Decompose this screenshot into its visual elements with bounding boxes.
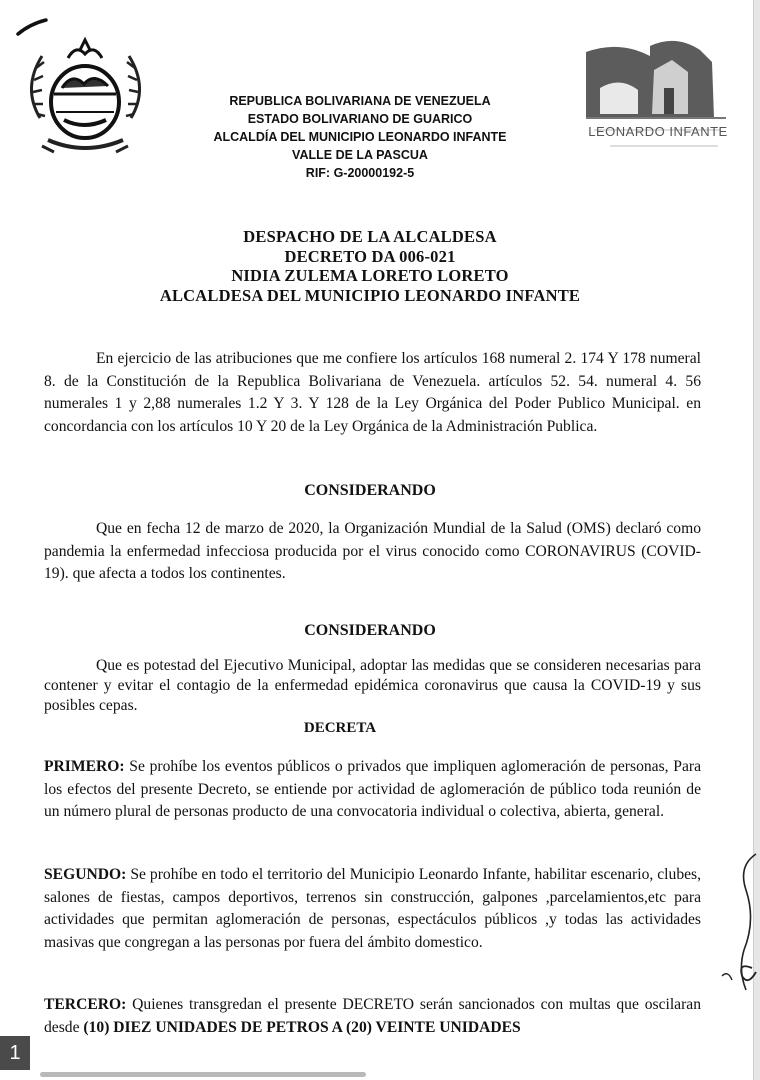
considerando-heading: CONSIDERANDO [304, 482, 436, 499]
municipal-logo [580, 36, 730, 156]
letterhead-line: RIF: G-20000192-5 [305, 166, 415, 180]
letterhead-line: REPUBLICA BOLIVARIANA DE VENEZUELA [229, 94, 491, 108]
decreta-heading: DECRETA [303, 720, 377, 736]
article-bold-text: (10) DIEZ UNIDADES DE PETROS A (20) VEINTE UNIDADES [83, 1018, 521, 1036]
considerando-paragraph [44, 518, 701, 586]
article-label: SEGUNDO: [44, 866, 127, 883]
intro-text: En ejercicio de las atribuciones que me confiere los artículos 168 numeral 2. 174 Y 178 numeral 8. de la Constitución de la Republica Bolivariana de Venezuela. artículos 52. 54. numeral 4. 56 numerales 1 y 2,88 numerales 1.2 Y 3. Y 128 de la Ley Orgánica del Poder Publico Municipal. en concordancia con los artículos 10 Y 20 de la Ley Orgánica de la Administración Publica. [44, 350, 701, 436]
letterhead-line: ALCALDÍA DEL MUNICIPIO LEONARDO INFANTE [213, 130, 507, 144]
title-line: DESPACHO DE LA ALCALDESA [243, 227, 497, 246]
article-tercero [44, 994, 701, 1039]
coat-of-arms-icon [18, 28, 153, 158]
article-segundo [44, 864, 701, 955]
horizontal-scrollbar[interactable] [40, 1072, 366, 1077]
considerando-paragraph [44, 656, 701, 716]
intro-paragraph [44, 348, 701, 439]
title-line: DECRETO DA 006-021 [284, 246, 456, 266]
article-primero [44, 756, 701, 824]
title-line: NIDIA ZULEMA LORETO LORETO [231, 266, 509, 285]
article-text: Se prohíbe en todo el territorio del Municipio Leonardo Infante, habilitar escenario, clubes, salones de fiestas, campos deportivos, terrenos sin construcción, galpones ,parcelamientos,etc para actividades que permitan aglomeración de personas, espectáculos públicos ,y todas las actividades masivas que congregan a las personas por fuera del ámbito domestico. [44, 866, 701, 952]
title-line: ALCALDESA DEL MUNICIPIO LEONARDO INFANTE [159, 285, 581, 305]
page-number-badge: 1 [0, 1036, 30, 1070]
article-label: PRIMERO: [44, 758, 125, 775]
article-label: TERCERO: [44, 996, 127, 1013]
letterhead-line: ESTADO BOLIVARIANO DE GUARICO [247, 112, 473, 126]
signature-mark [716, 850, 760, 1030]
considerando-text: Que en fecha 12 de marzo de 2020, la Organización Mundial de la Salud (OMS) declaró como pandemia la enfermedad infecciosa producida por el virus conocido como CORONAVIRUS (COVID-19). que afecta a todos los continentes. [44, 520, 701, 583]
article-text: Se prohíbe los eventos públicos o privados que impliquen aglomeración de personas, Para los efectos del presente Decreto, se entiende por actividad de aglomeración de público toda reunión de un número plural de personas producto de una convocatoria individual o colectiva, abierta, general. [44, 758, 701, 821]
considerando-text: Que es potestad del Ejecutivo Municipal, adoptar las medidas que se consideren necesarias para contener y evitar el contagio de la enfermedad epidémica coronavirus que causa la COVID-19 y sus posibles cepas. [44, 657, 701, 714]
letterhead-line: VALLE DE LA PASCUA [292, 148, 428, 162]
logo-text: LEONARDO INFANTE [588, 124, 728, 139]
letterhead [170, 92, 550, 182]
considerando-heading: CONSIDERANDO [304, 622, 436, 639]
article-text: Quienes transgredan el presente DECRETO serán sancionados con multas que oscilaran desde [44, 996, 701, 1036]
decree-title [40, 227, 700, 305]
